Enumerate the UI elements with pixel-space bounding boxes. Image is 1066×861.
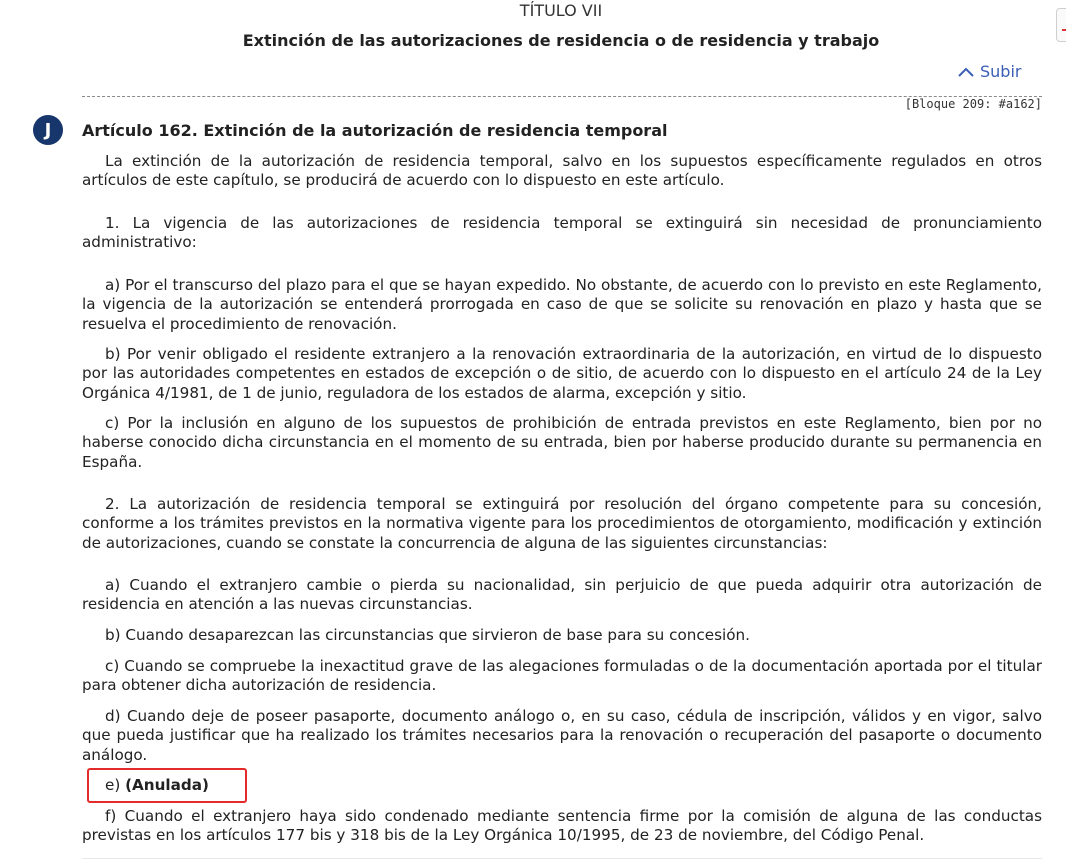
paragraph-2: 2. La autorización de residencia temporal se extinguirá por resolución del órgano competente para su concesión, conforme a los trámites previstos en la normativa vigente para los procedimientos de otorgamiento, modificación y extinción de autorizaciones, cuando se constate la concurrencia de alguna de las siguientes circunstancias: bbox=[82, 495, 1042, 552]
paragraph-2c: c) Cuando se compruebe la inexactitud grave de las alegaciones formuladas o de la documentación aportada por el titular para obtener dicha autorización de residencia. bbox=[82, 657, 1042, 695]
bloque-reference: [Bloque 209: #a162] bbox=[904, 97, 1042, 111]
chevron-up-icon bbox=[958, 67, 974, 77]
titulo-name: Extinción de las autorizaciones de residencia o de residencia y trabajo bbox=[242, 31, 880, 50]
highlight-box bbox=[87, 768, 247, 803]
bottom-divider bbox=[82, 858, 1042, 859]
paragraph-1c: c) Por la inclusión en alguno de los supuestos de prohibición de entrada previstos en este Reglamento, bien por no haberse conocido dicha circunstancia en el momento de su entrada, bien por haberse producido durante su permanencia en España. bbox=[82, 414, 1042, 471]
titulo-number: TÍTULO VII bbox=[519, 1, 603, 20]
article-title: Artículo 162. Extinción de la autorización de residencia temporal bbox=[82, 121, 668, 140]
paragraph-2d: d) Cuando deje de poseer pasaporte, documento análogo o, en su caso, cédula de inscripción, válidos y en vigor, salvo que pueda justificar que ha realizado los trámites necesarios para la renovación o recuperación del pasaporte o documento análogo. bbox=[82, 707, 1042, 764]
paragraph-intro: La extinción de la autorización de residencia temporal, salvo en los supuestos específicamente regulados en otros artículos de este capítulo, se producirá de acuerdo con lo dispuesto en este artículo. bbox=[82, 152, 1042, 190]
subir-link[interactable] bbox=[958, 62, 1021, 81]
paragraph-1b: b) Por venir obligado el residente extranjero a la renovación extraordinaria de la autorización, en virtud de lo dispuesto por las autoridades competentes en estados de excepción o de sitio, de acuerdo con lo dispuesto en el artículo 24 de la Ley Orgánica 4/1981, de 1 de junio, reguladora de los estados de alarma, excepción y sitio. bbox=[82, 345, 1042, 402]
jurisprudence-icon[interactable]: J bbox=[33, 115, 63, 145]
paragraph-2f: f) Cuando el extranjero haya sido condenado mediante sentencia firme por la comisión de alguna de las conductas previstas en los artículos 177 bis y 318 bis de la Ley Orgánica 10/1995, de 23 de noviembre, del Código Penal. bbox=[82, 807, 1042, 845]
paragraph-2e-prefix: e) bbox=[105, 776, 121, 794]
dashed-divider bbox=[82, 96, 1042, 97]
paragraph-2b: b) Cuando desaparezcan las circunstancias que sirvieron de base para su concesión. bbox=[105, 626, 750, 644]
paragraph-2a: a) Cuando el extranjero cambie o pierda su nacionalidad, sin perjuicio de que pueda adquirir otra autorización de residencia en atención a las nuevas circunstancias. bbox=[82, 576, 1042, 614]
paragraph-1a: a) Por el transcurso del plazo para el que se hayan expedido. No obstante, de acuerdo con lo previsto en este Reglamento, la vigencia de la autorización se entenderá prorrogada en caso de que se solicite su renovación en plazo y hasta que se resuelva el procedimiento de renovación. bbox=[82, 276, 1042, 333]
paragraph-1: 1. La vigencia de las autorizaciones de residencia temporal se extinguirá sin necesidad de pronunciamiento administrativo: bbox=[82, 214, 1042, 252]
anulada-status: (Anulada) bbox=[125, 776, 209, 794]
side-tab[interactable] bbox=[1056, 8, 1066, 42]
subir-label: Subir bbox=[980, 62, 1022, 81]
